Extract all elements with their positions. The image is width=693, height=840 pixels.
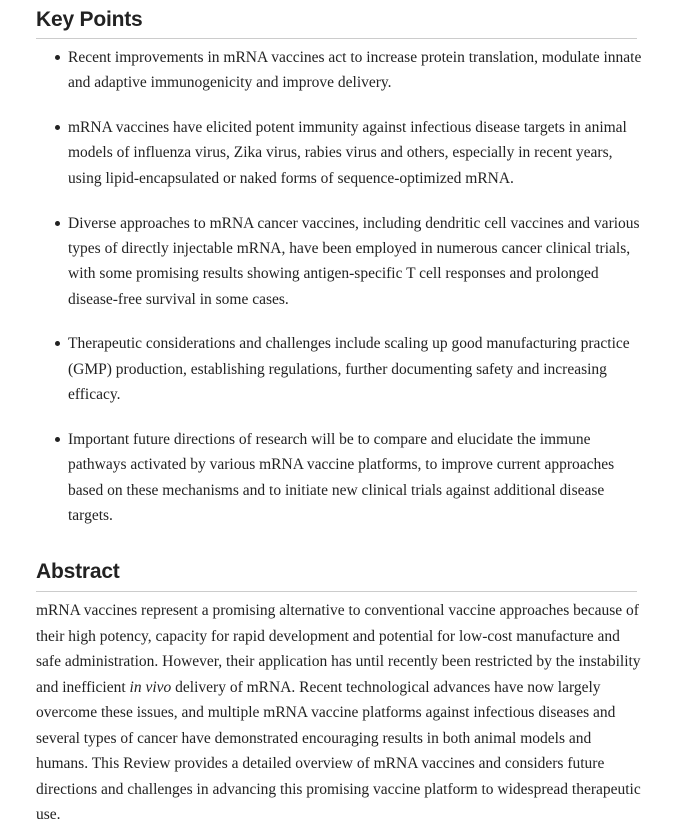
abstract-italic-term: in vivo xyxy=(129,678,172,696)
bullet-icon xyxy=(55,341,60,346)
bullet-icon xyxy=(55,221,60,226)
key-point-text: Therapeutic considerations and challenges include scaling up good manufacturing practice (GMP) production, establishing regulations, further documenting safety and increasing efficacy. xyxy=(68,335,630,404)
key-point-item xyxy=(0,331,693,407)
key-point-text: Important future directions of research will be to compare and elucidate the immune pathways activated by various mRNA vaccine platforms, to improve current approaches based on these mechanisms and to initiate new clinical trials against additional disease targets. xyxy=(68,430,615,524)
key-point-text: mRNA vaccines have elicited potent immunity against infectious disease targets in animal models of influenza virus, Zika virus, rabies virus and others, especially in recent years, using lipid-encapsulated or naked forms of sequence-optimized mRNA. xyxy=(68,119,627,187)
bullet-icon xyxy=(55,125,60,130)
key-point-item xyxy=(0,211,693,312)
key-point-text: Diverse approaches to mRNA cancer vaccines, including dendritic cell vaccines and various types of directly injectable mRNA, have been employed in numerous cancer clinical trials, with some promising results showing antigen-specific T cell responses and prolonged disease-free survival in some cases. xyxy=(68,214,640,308)
key-point-text: Recent improvements in mRNA vaccines act to increase protein translation, modulate innate and adaptive immunogenicity and improve delivery. xyxy=(68,49,642,92)
abstract-heading: Abstract xyxy=(36,560,120,583)
bullet-icon xyxy=(55,437,60,442)
key-point-item xyxy=(0,115,693,191)
key-points-heading: Key Points xyxy=(36,8,143,31)
abstract-text-part-1: mRNA vaccines represent a promising alternative to conventional vaccine approaches because of their high potency, capacity for rapid development and potential for low-cost manufacture and safe administration. However, their application has until recently been restricted by the instability and inefficient xyxy=(36,602,641,696)
key-points-list xyxy=(0,45,693,548)
bullet-icon xyxy=(55,55,60,60)
abstract-paragraph xyxy=(36,598,646,828)
key-point-item xyxy=(0,45,693,96)
abstract-divider xyxy=(36,591,637,592)
key-points-divider xyxy=(36,38,637,39)
key-point-item xyxy=(0,427,693,528)
abstract-text-part-2: delivery of mRNA. Recent technological advances have now largely overcome these issues, and multiple mRNA vaccine platforms against infectious diseases and several types of cancer have demonstrated encouraging results in both animal models and humans. This Review provides a detailed overview of mRNA vaccines and considers future directions and challenges in advancing this promising vaccine platform to widespread therapeutic use. xyxy=(36,678,641,823)
